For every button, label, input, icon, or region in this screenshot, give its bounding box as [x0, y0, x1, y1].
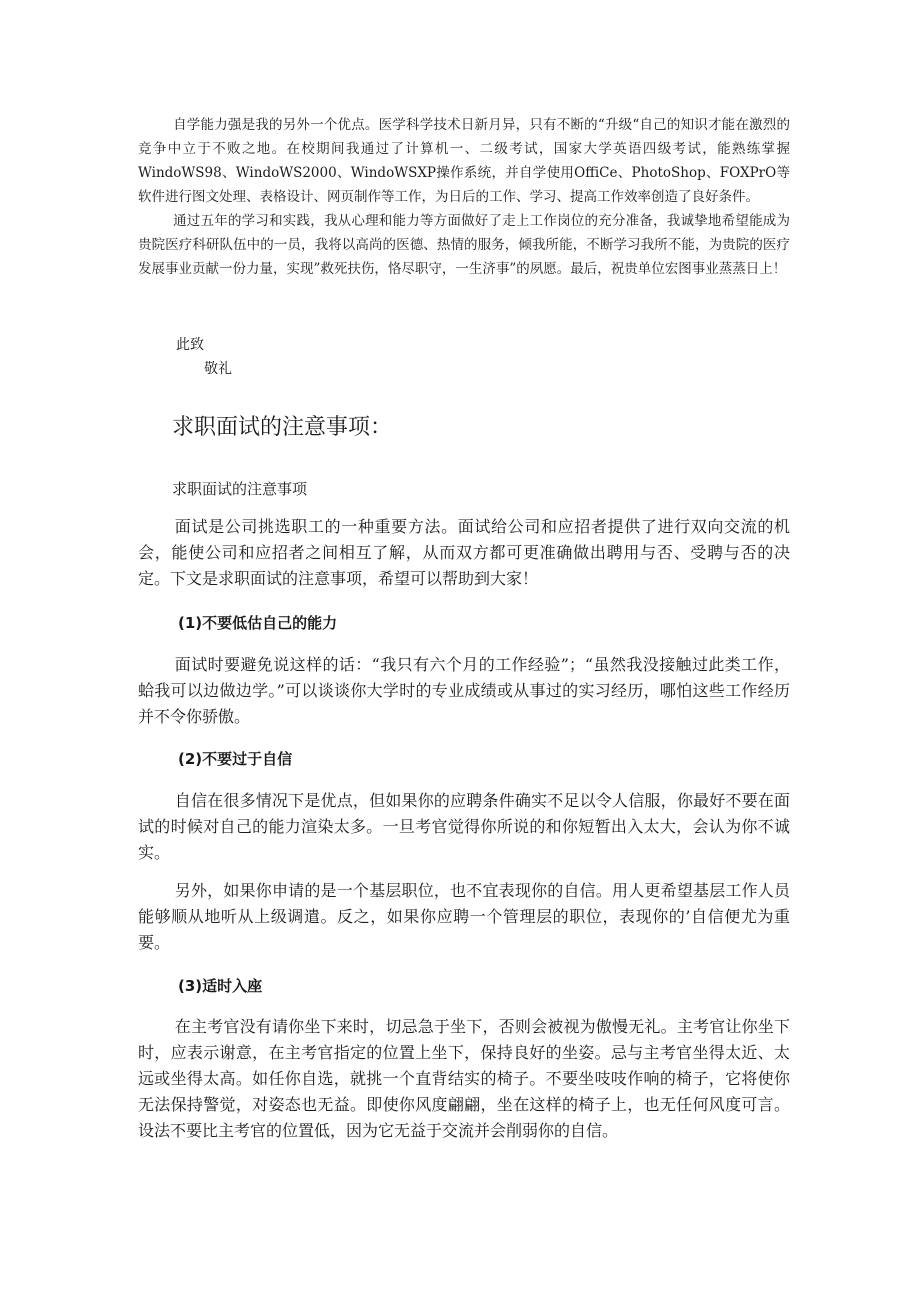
- section-2-body: [138, 788, 790, 866]
- article-title: 求职面试的注意事项：: [172, 415, 393, 440]
- section-2-body-2: [138, 878, 790, 956]
- article-subtitle: 求职面试的注意事项: [172, 480, 308, 498]
- closing-salutation: 此致: [176, 337, 204, 353]
- section-heading-2: (2)不要过于自信: [178, 750, 293, 768]
- section-1-paragraph: 面试时要避免说这样的话：“我只有六个月的工作经验”；“虽然我没接触过此类工作，蛤我可以边做边学。”可以谈谈你大学时的专业成绩或从事过的实习经历，哪怕这些工作经历并不令你骄傲。: [138, 655, 790, 726]
- section-2-paragraph-1: 自信在很多情况下是优点，但如果你的应聘条件确实不足以令人信服，你最好不要在面试的时候对自己的能力渲染太多。一旦考官觉得你所说的和你短暂出入太大，会认为你不诚实。: [138, 791, 790, 862]
- section-3-paragraph: 在主考官没有请你坐下来时，切忌急于坐下，否则会被视为傲慢无礼。主考官让你坐下时，应表示谢意，在主考官指定的位置上坐下，保持良好的坐姿。忌与主考官坐得太近、太远或坐得太高。如任你自选，就挑一个直背结实的椅子。不要坐吱吱作响的椅子，它将使你无法保持警觉，对姿态也无益。即使你风度翩翩，坐在这样的椅子上，也无任何风度可言。设法不要比主考官的位置低，因为它无益于交流并会削弱你的自信。: [138, 1017, 790, 1140]
- letter-paragraph-self-study: 自学能力强是我的另外一个优点。医学科学技术日新月异，只有不断的“升级“自己的知识才能在激烈的竞争中立于不败之地。在校期间我通过了计算机一、二级考试，国家大学英语四级考试，能熟练掌握WindoWS98、WindoWS2000、WindoWSXP操作系统，并自学使用OffiCe、PhotoShop、FOXPrO等软件进行图文处理、表格设计、网页制作等工作，为日后的工作、学习、提高工作效率创造了良好条件。: [138, 117, 790, 205]
- section-2-paragraph-2: 另外，如果你申请的是一个基层职位，也不宜表现你的自信。用人更希望基层工作人员能够顺从地听从上级调遣。反之，如果你应聘一个管理层的职位，表现你的’自信便尤为重要。: [138, 881, 790, 952]
- article-intro-block: [138, 514, 790, 592]
- letter-paragraph-closing-wish: 通过五年的学习和实践，我从心理和能力等方面做好了走上工作岗位的充分准备，我诚挚地希望能成为贵院医疗科研队伍中的一员，我将以高尚的医德、热情的服务，倾我所能，不断学习我所不能，为贵院的医疗发展事业贡献一份力量，实现”救死扶伤，恪尽职守，一生济事”的夙愿。最后，祝贵单位宏图事业蒸蒸日上！: [138, 213, 790, 277]
- section-heading-1: (1)不要低估自己的能力: [178, 614, 338, 632]
- letter-body: [138, 113, 790, 281]
- closing-regards: 敬礼: [204, 361, 232, 377]
- section-3-body: [138, 1014, 790, 1144]
- section-1-body: [138, 652, 790, 730]
- section-heading-3: (3)适时入座: [178, 977, 263, 995]
- article-intro: 面试是公司挑选职工的一种重要方法。面试给公司和应招者提供了进行双向交流的机会，能使公司和应招者之间相互了解，从而双方都可更准确做出聘用与否、受聘与否的决定。下文是求职面试的注意事项，希望可以帮助到大家！: [138, 517, 790, 588]
